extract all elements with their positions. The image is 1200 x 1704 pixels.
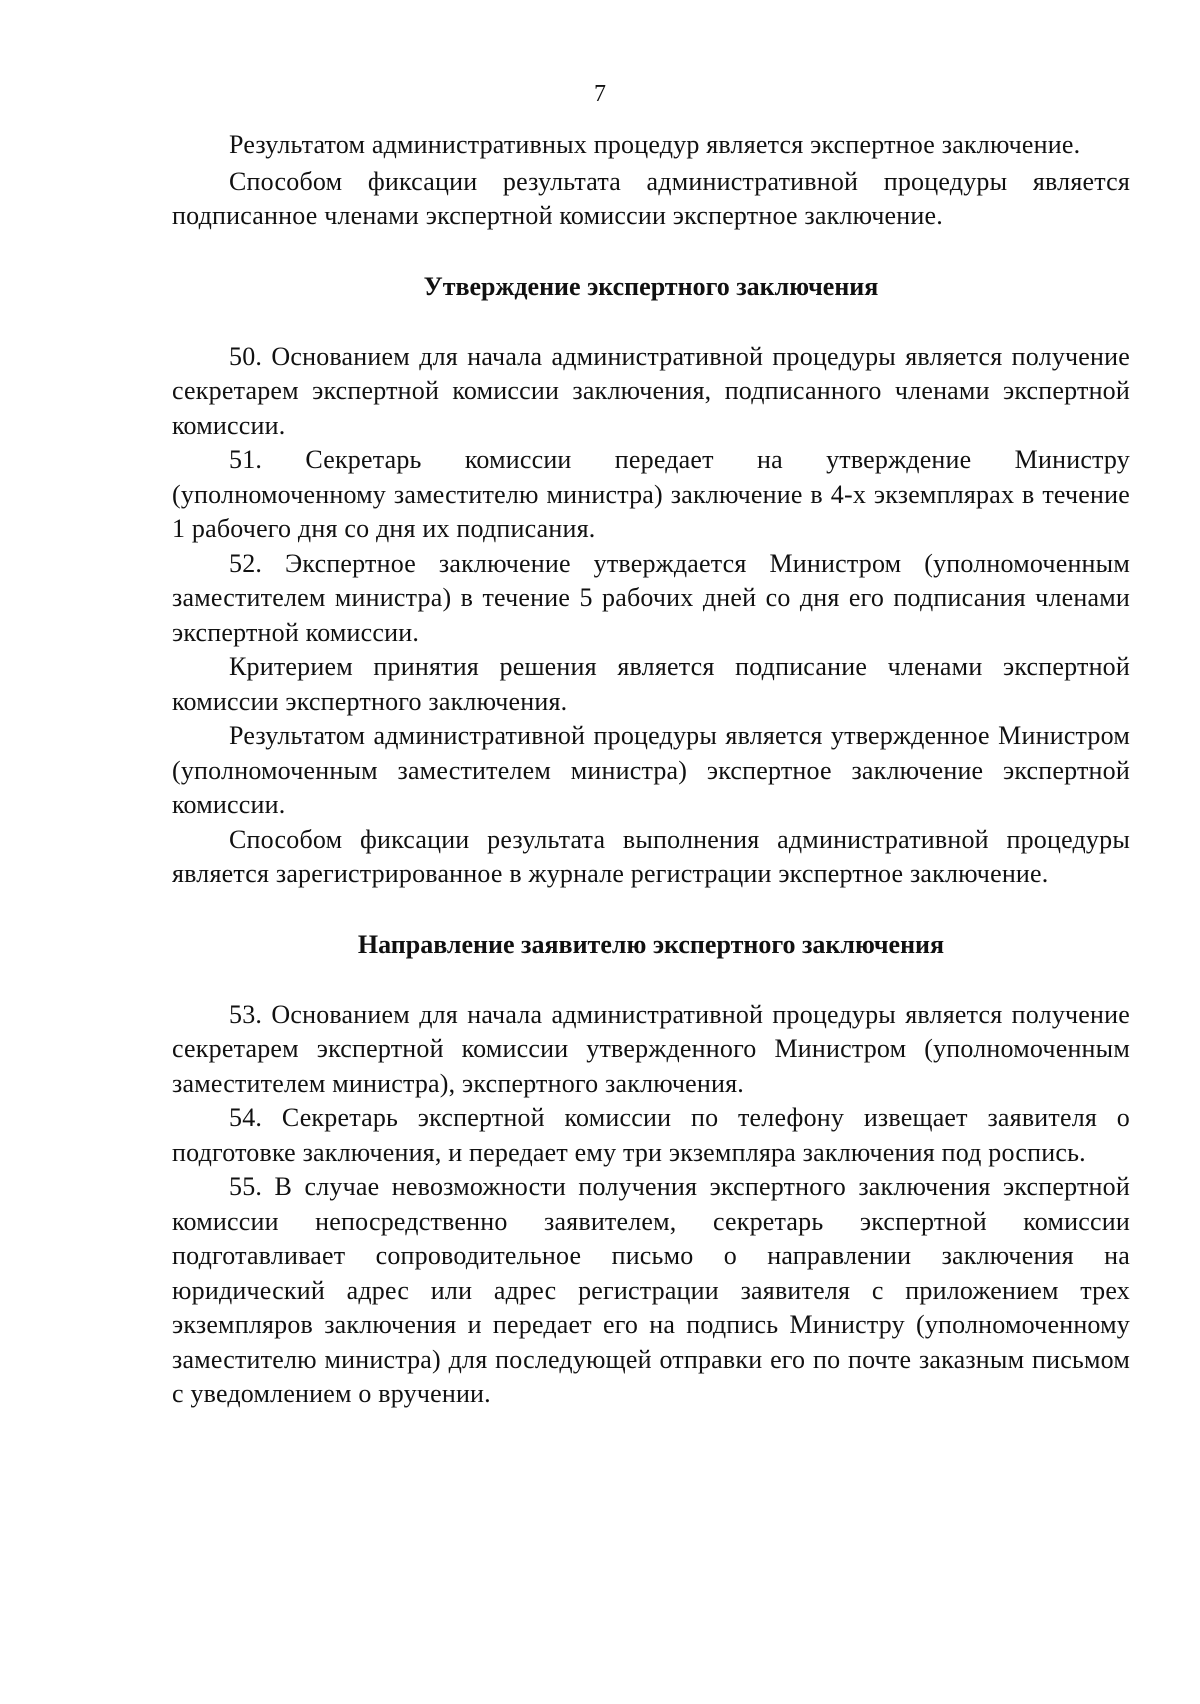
paragraph-criterion: Критерием принятия решения является подписание членами экспертной комиссии экспертного заключения.	[172, 652, 1130, 716]
document-body	[172, 128, 1130, 1412]
paragraph-52: 52. Экспертное заключение утверждается Министром (уполномоченным заместителем министра) в течение 5 рабочих дней со дня его подписания членами экспертной комиссии.	[172, 548, 1130, 647]
page-number: 7	[594, 81, 606, 107]
paragraph-approval-fixation: Способом фиксации результата выполнения административной процедуры является зарегистрированное в журнале регистрации экспертное заключение.	[172, 824, 1130, 888]
paragraph-55: 55. В случае невозможности получения экспертного заключения экспертной комиссии непосредственно заявителем, секретарь экспертной комиссии подготавливает сопроводительное письмо о направлении заключения на юридический адрес или адрес регистрации заявителя с приложением трех экземпляров заключения и передает его на подпись Министру (уполномоченному заместителю министра) для последующей отправки его по почте заказным письмом с уведомлением о вручении.	[172, 1172, 1130, 1408]
paragraph-result: Результатом административных процедур является экспертное заключение.	[229, 130, 1081, 159]
section-heading-delivery: Направление заявителю экспертного заключения	[357, 929, 945, 959]
paragraph-51: 51. Секретарь комиссии передает на утверждение Министру (уполномоченному заместителю министра) заключение в 4-х экземплярах в течение 1 рабочего дня со дня их подписания.	[172, 445, 1130, 543]
paragraph-approval-result: Результатом административной процедуры является утвержденное Министром (уполномоченным заместителем министра) экспертное заключение экспертной комиссии.	[172, 721, 1130, 819]
paragraph-50: 50. Основанием для начала административной процедуры является получение секретарем экспертной комиссии заключения, подписанного членами экспертной комиссии.	[172, 341, 1130, 440]
paragraph-fixation-method: Способом фиксации результата административной процедуры является подписанное членами экспертной комиссии экспертное заключение.	[172, 166, 1130, 230]
paragraph-53: 53. Основанием для начала административной процедуры является получение секретарем экспертной комиссии утвержденного Министром (уполномоченным заместителем министра), экспертного заключения.	[172, 999, 1130, 1098]
paragraph-54: 54. Секретарь экспертной комиссии по телефону извещает заявителя о подготовке заключения, и передает ему три экземпляра заключения под роспись.	[172, 1103, 1130, 1167]
section-heading-approval: Утверждение экспертного заключения	[423, 271, 879, 301]
